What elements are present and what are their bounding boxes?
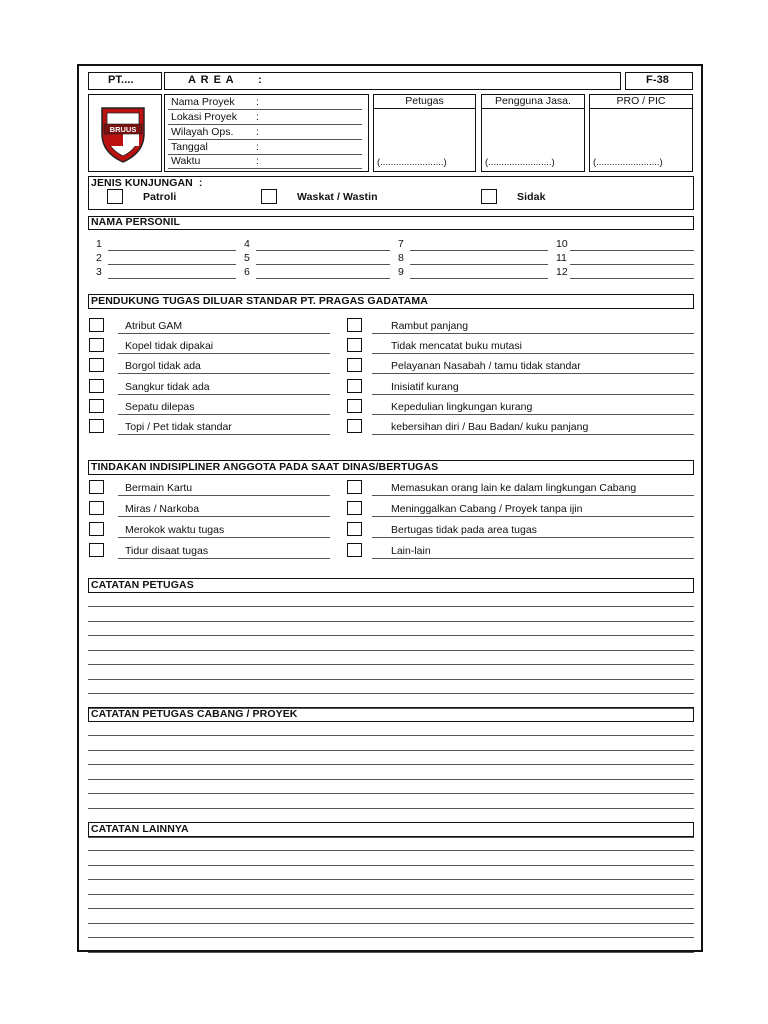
personnel-number: 1 [96,238,102,250]
discipline-checkbox[interactable] [89,480,104,494]
discipline-item-line [118,537,330,538]
personnel-name-line[interactable] [256,250,390,251]
support-item-line [118,394,330,395]
support-item-label: Sepatu dilepas [125,400,195,413]
project-field-colon: : [256,141,259,153]
support-item-line [118,353,330,354]
signature-header-divider [589,108,693,109]
support-item-line [372,414,694,415]
signature-title: PRO / PIC [616,95,666,107]
discipline-item-line [118,558,330,559]
personnel-number: 11 [556,252,567,264]
signature-name-placeholder: (........................) [485,157,555,168]
personnel-name-line[interactable] [256,264,390,265]
support-item-label: Kopel tidak dipakai [125,340,214,353]
personnel-name-line[interactable] [570,278,694,279]
personnel-title: NAMA PERSONIL [91,216,180,228]
support-checkbox[interactable] [89,419,104,433]
support-item-line [118,434,330,435]
discipline-item-label: Bermain Kartu [125,482,193,494]
notes-writing-line[interactable] [88,650,694,651]
support-checkbox[interactable] [347,379,362,393]
discipline-checkbox[interactable] [89,543,104,557]
discipline-item-label: Bertugas tidak pada area tugas [391,524,537,536]
support-checkbox[interactable] [89,318,104,332]
personnel-name-line[interactable] [108,264,236,265]
notes-writing-line[interactable] [88,621,694,622]
area-label: A R E A [188,74,235,86]
support-checkbox[interactable] [347,419,362,433]
support-item-label: Rambut panjang [391,320,469,332]
support-item-label: Kepedulian lingkungan kurang [391,400,533,413]
support-item-label: Inisiatif kurang [391,380,459,393]
notes-writing-line[interactable] [88,750,694,751]
personnel-number: 10 [556,238,568,250]
support-checkbox[interactable] [89,399,104,413]
support-item-line [372,434,694,435]
discipline-item-label: Meninggalkan Cabang / Proyek tanpa ijin [391,503,583,515]
notes-title: CATATAN LAINNYA [91,823,189,835]
waskat-label: Waskat / Wastin [297,191,378,203]
personnel-name-line[interactable] [108,278,236,279]
personnel-number: 9 [398,266,404,278]
discipline-title: TINDAKAN INDISIPLINER ANGGOTA PADA SAAT DINAS/BERTUGAS [91,461,439,473]
support-checkbox[interactable] [89,338,104,352]
discipline-checkbox[interactable] [347,543,362,557]
personnel-number: 12 [556,266,568,278]
personnel-number: 2 [96,252,102,264]
notes-writing-line[interactable] [88,606,694,607]
support-checkbox[interactable] [347,318,362,332]
signature-name-placeholder: (........................) [377,157,447,168]
discipline-item-label: Memasukan orang lain ke dalam lingkungan Cabang [391,482,637,494]
support-item-label: Pelayanan Nasabah / tamu tidak standar [391,360,581,373]
personnel-number: 3 [96,266,102,278]
discipline-item-line [118,495,330,496]
discipline-item-line [372,537,694,538]
project-field-input-line[interactable] [168,109,362,110]
discipline-item-line [372,516,694,517]
signature-title: Pengguna Jasa. [495,95,571,107]
sidak-checkbox[interactable] [481,189,497,204]
personnel-number: 6 [244,266,250,278]
signature-name-placeholder: (........................) [593,157,663,168]
visit-type-title: JENIS KUNJUNGAN : [91,177,203,189]
notes-writing-line[interactable] [88,693,694,694]
support-item-line [372,373,694,374]
notes-writing-line[interactable] [88,865,694,866]
project-field-colon: : [256,111,259,123]
notes-writing-line[interactable] [88,808,694,809]
notes-writing-line[interactable] [88,793,694,794]
notes-writing-line[interactable] [88,764,694,765]
support-item-label: Atribut GAM [125,320,183,332]
support-checkbox[interactable] [347,338,362,352]
support-item-line [372,394,694,395]
personnel-name-line[interactable] [570,250,694,251]
pt-label: PT.... [108,74,134,86]
notes-writing-line[interactable] [88,779,694,780]
project-field-colon: : [256,96,259,108]
discipline-checkbox[interactable] [347,480,362,494]
patroli-checkbox[interactable] [107,189,123,204]
support-checkbox[interactable] [89,379,104,393]
project-field-colon: : [256,155,259,167]
sidak-label: Sidak [517,191,546,203]
form-code: F-38 [646,74,670,86]
personnel-number: 8 [398,252,404,264]
patroli-label: Patroli [143,191,177,203]
discipline-checkbox[interactable] [347,522,362,536]
waskat-checkbox[interactable] [261,189,277,204]
personnel-number: 4 [244,238,250,250]
project-field-label: Tanggal [171,141,208,153]
notes-title: CATATAN PETUGAS CABANG / PROYEK [91,708,298,720]
notes-writing-line[interactable] [88,635,694,636]
personnel-number: 5 [244,252,250,264]
project-field-input-line[interactable] [168,124,362,125]
support-checkbox[interactable] [347,399,362,413]
personnel-name-line[interactable] [256,278,390,279]
support-title: PENDUKUNG TUGAS DILUAR STANDAR PT. PRAGAS GADATAMA [91,295,428,307]
project-field-label: Lokasi Proyek [171,111,237,123]
support-item-line [118,373,330,374]
discipline-item-line [372,558,694,559]
logo-text: BRUUS [109,125,137,134]
notes-writing-line[interactable] [88,894,694,895]
discipline-checkbox[interactable] [89,501,104,515]
discipline-item-line [372,495,694,496]
discipline-item-label: Lain-lain [391,545,431,557]
signature-header-divider [481,108,585,109]
discipline-item-line [118,516,330,517]
notes-writing-line[interactable] [88,908,694,909]
support-item-line [118,333,330,334]
project-field-label: Wilayah Ops. [171,126,234,138]
discipline-checkbox[interactable] [89,522,104,536]
support-item-label: Borgol tidak ada [125,360,201,373]
discipline-item-label: Miras / Narkoba [125,503,200,515]
support-item-label: Sangkur tidak ada [125,380,210,393]
personnel-name-line[interactable] [410,264,548,265]
notes-writing-line[interactable] [88,879,694,880]
notes-writing-line[interactable] [88,679,694,680]
support-item-label: Topi / Pet tidak standar [125,421,232,433]
support-item-line [118,414,330,415]
personnel-number: 7 [398,238,404,250]
support-checkbox[interactable] [89,358,104,372]
notes-writing-line[interactable] [88,923,694,924]
area-colon: : [258,74,262,86]
discipline-item-label: Merokok waktu tugas [125,524,225,536]
personnel-name-line[interactable] [108,250,236,251]
project-field-label: Waktu [171,155,201,167]
project-field-label: Nama Proyek [171,96,235,108]
personnel-name-line[interactable] [570,264,694,265]
signature-title: Petugas [405,95,444,107]
project-field-input-line[interactable] [168,168,362,169]
company-logo [98,104,148,164]
notes-writing-line[interactable] [88,735,694,736]
notes-writing-line[interactable] [88,937,694,938]
signature-header-divider [373,108,476,109]
support-item-line [372,333,694,334]
notes-writing-line[interactable] [88,952,694,953]
personnel-name-line[interactable] [410,278,548,279]
project-field-input-line[interactable] [168,139,362,140]
notes-writing-line[interactable] [88,850,694,851]
support-item-line [372,353,694,354]
discipline-item-label: Tidur disaat tugas [125,545,209,557]
support-checkbox[interactable] [347,358,362,372]
personnel-name-line[interactable] [410,250,548,251]
notes-title: CATATAN PETUGAS [91,579,194,591]
project-field-colon: : [256,126,259,138]
discipline-checkbox[interactable] [347,501,362,515]
support-item-label: Tidak mencatat buku mutasi [391,340,522,353]
support-item-label: kebersihan diri / Bau Badan/ kuku panjang [391,421,589,433]
notes-writing-line[interactable] [88,664,694,665]
